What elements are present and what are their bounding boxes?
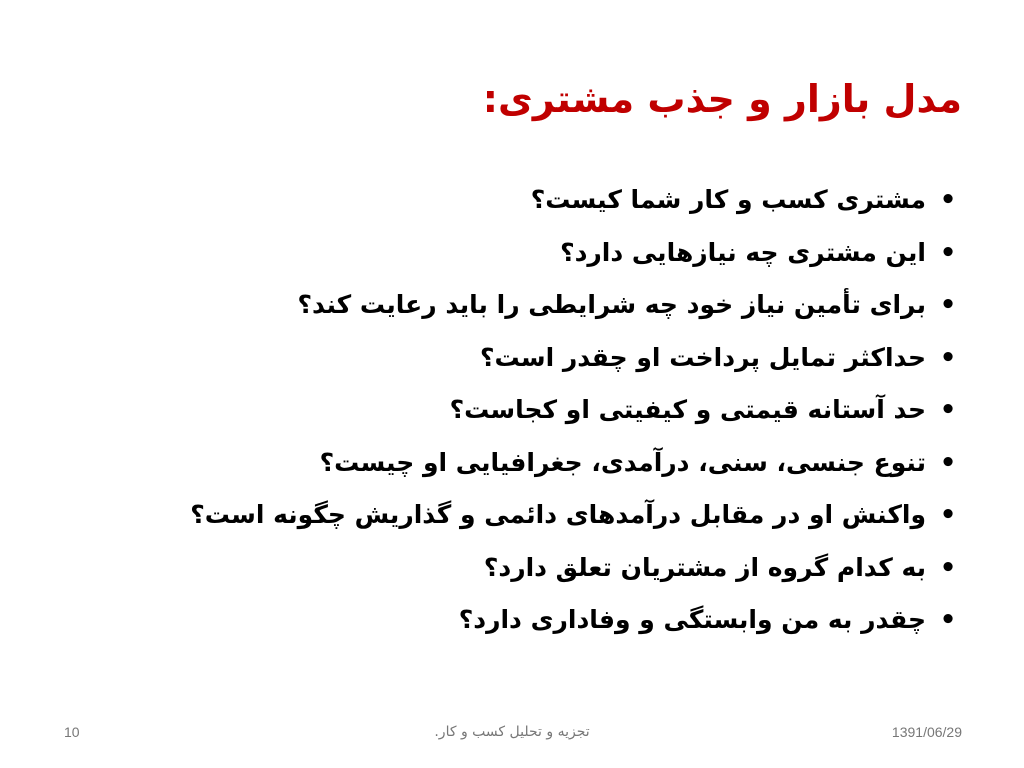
list-item [52, 439, 962, 492]
bullet-text: چقدر به من وابستگی و وفاداری دارد؟ [458, 605, 926, 634]
bullet-text: مشتری کسب و کار شما کیست؟ [530, 185, 926, 214]
bullet-icon: • [939, 500, 957, 530]
bullet-text: حد آستانه قیمتی و کیفیتی او کجاست؟ [449, 395, 926, 424]
slide-number: 10 [64, 724, 80, 740]
bullet-icon: • [939, 342, 957, 373]
list-item [52, 386, 962, 439]
bullet-icon: • [939, 395, 957, 425]
bullet-icon: • [939, 290, 957, 320]
slide-title: مدل بازار و جذب مشتری: [482, 77, 962, 121]
list-item [52, 596, 962, 649]
bullet-text: برای تأمین نیاز خود چه شرایطی را باید رعایت کند؟ [297, 290, 926, 319]
bullet-icon: • [939, 237, 957, 268]
list-item [52, 334, 962, 387]
bullet-text: این مشتری چه نیازهایی دارد؟ [560, 237, 926, 267]
bullet-icon: • [939, 552, 957, 583]
footer-text: تجزیه و تحلیل کسب و کار. [434, 724, 590, 740]
list-item [52, 176, 962, 229]
bullet-text: به کدام گروه از مشتریان تعلق دارد؟ [483, 552, 926, 582]
bullet-text: واکنش او در مقابل درآمدهای دائمی و گذاریش چگونه است؟ [190, 500, 926, 529]
list-item [52, 544, 962, 597]
list-item [52, 229, 962, 282]
footer-date: 1391/06/29 [891, 724, 962, 740]
list-item [52, 281, 962, 334]
bullet-icon: • [939, 605, 957, 635]
bullet-icon: • [939, 447, 957, 478]
bullet-text: تنوع جنسی، سنی، درآمدی، جغرافیایی او چیست؟ [319, 447, 926, 477]
bullet-list [52, 176, 962, 649]
bullet-icon: • [939, 185, 957, 215]
list-item [52, 491, 962, 544]
bullet-text: حداکثر تمایل پرداخت او چقدر است؟ [480, 342, 926, 372]
